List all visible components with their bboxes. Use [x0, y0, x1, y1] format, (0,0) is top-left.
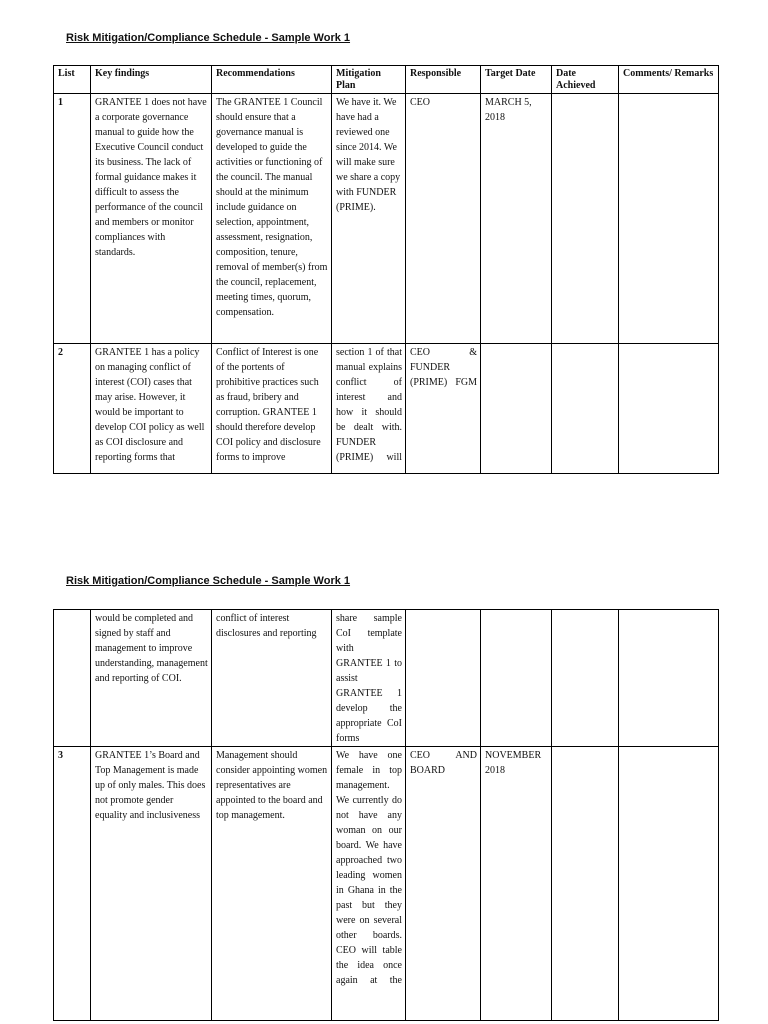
- row-number: 3: [54, 747, 91, 1021]
- mitigation-plan-cell: [332, 344, 406, 474]
- recommendation-cell: Management should consider appointing women representatives are appointed to the board and top management.: [212, 747, 332, 1021]
- table-row: [54, 94, 719, 344]
- header-key-findings: Key findings: [91, 66, 212, 94]
- header-target-date: Target Date: [481, 66, 552, 94]
- key-finding-cell: GRANTEE 1 does not have a corporate governance manual to guide how the Executive Council conduct its business. The lack of formal guidance makes it difficult to assess the performance of the council and members or monitor compliances with standards.: [91, 94, 212, 344]
- date-achieved-cell: [552, 610, 619, 747]
- page-title: Risk Mitigation/Compliance Schedule - Sample Work 1: [66, 32, 351, 44]
- key-finding-cell: GRANTEE 1’s Board and Top Management is made up of only males. This does not promote gender equality and inclusiveness: [91, 747, 212, 1021]
- compliance-table: [53, 65, 719, 474]
- date-achieved-cell: [552, 344, 619, 474]
- table-row: [54, 610, 719, 747]
- responsible-cell: [406, 610, 481, 747]
- key-finding-cell: would be completed and signed by staff and management to improve understanding, management and reporting of COI.: [91, 610, 212, 747]
- row-number: 2: [54, 344, 91, 474]
- target-date-cell: [481, 344, 552, 474]
- recommendation-text: Conflict of Interest is one of the portents of prohibitive practices such as fraud, bribery and corruption. GRANTEE 1 should therefore develop COI policy and disclosure forms to improve: [216, 347, 321, 463]
- header-date-achieved: Date Achieved: [552, 66, 619, 94]
- recommendation-cell: conflict of interest disclosures and reporting: [212, 610, 332, 747]
- row-number: [54, 610, 91, 747]
- table-row: [54, 344, 719, 474]
- mitigation-plan-cell: share sample CoI template with GRANTEE 1 to assist GRANTEE 1 develop the appropriate CoI forms: [332, 610, 406, 747]
- responsible-cell: CEO: [406, 94, 481, 344]
- header-mitigation-plan: Mitigation Plan: [332, 66, 406, 94]
- comments-cell: [619, 94, 719, 344]
- comments-cell: [619, 610, 719, 747]
- responsible-cell: CEO AND BOARD: [406, 747, 481, 1021]
- responsible-cell: CEO & FUNDER (PRIME) FGM: [406, 344, 481, 474]
- target-date-cell: MARCH 5, 2018: [481, 94, 552, 344]
- header-recommendations: Recommendations: [212, 66, 332, 94]
- compliance-table-continued: [53, 609, 719, 1021]
- row-number: 1: [54, 94, 91, 344]
- target-date-cell: NOVEMBER 2018: [481, 747, 552, 1021]
- key-finding-cell: [91, 344, 212, 474]
- mitigation-plan-text: We have one female in top management. We currently do not have any woman on our board. We have approached two leading women in Ghana in the past but they were on several other boards. CEO will table the idea once again at the: [336, 750, 402, 986]
- header-comments: Comments/ Remarks: [619, 66, 719, 94]
- recommendation-cell: [212, 344, 332, 474]
- key-finding-text: GRANTEE 1 has a policy on managing conflict of interest (COI) cases that may arise. However, it would be important to develop COI policy as well as COI disclosure and reporting forms that: [95, 347, 205, 463]
- target-date-cell: [481, 610, 552, 747]
- mitigation-plan-cell: [332, 747, 406, 1021]
- header-list: List: [54, 66, 91, 94]
- table-header-row: [54, 66, 719, 94]
- comments-cell: [619, 747, 719, 1021]
- recommendation-cell: The GRANTEE 1 Council should ensure that a governance manual is developed to guide the activities or functioning of the council. The manual should at the minimum include guidance on selection, appointment, assessment, resignation, composition, tenure, removal of member(s) from the council, replacement, meeting times, quorum, compensation.: [212, 94, 332, 344]
- page-title: Risk Mitigation/Compliance Schedule - Sample Work 1: [66, 575, 351, 587]
- date-achieved-cell: [552, 94, 619, 344]
- table-row: [54, 747, 719, 1021]
- header-responsible: Responsible: [406, 66, 481, 94]
- mitigation-plan-cell: We have it. We have had a reviewed one since 2014. We will make sure we share a copy with FUNDER (PRIME).: [332, 94, 406, 344]
- comments-cell: [619, 344, 719, 474]
- mitigation-plan-text: section 1 of that manual explains conflict of interest and how it should be dealt with. FUNDER (PRIME) will: [336, 347, 402, 463]
- date-achieved-cell: [552, 747, 619, 1021]
